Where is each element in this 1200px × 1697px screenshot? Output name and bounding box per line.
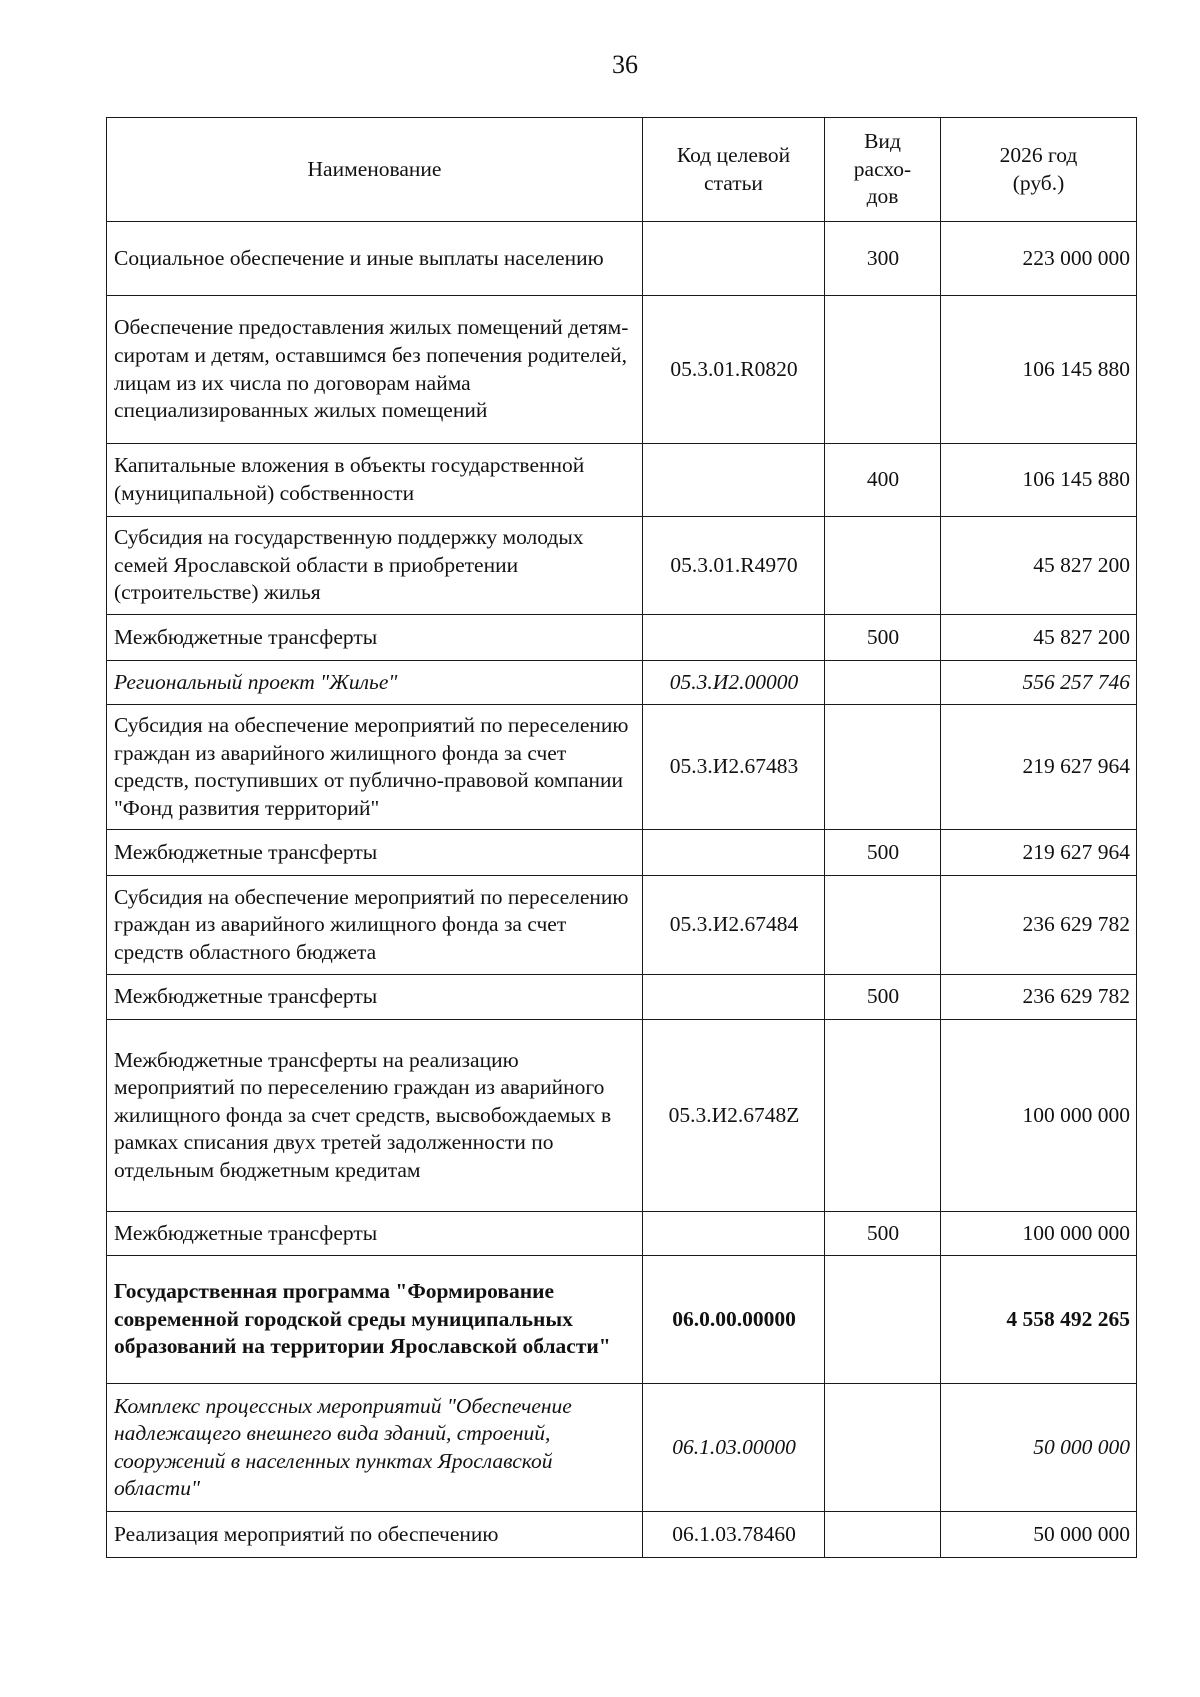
table-row xyxy=(107,296,1137,444)
row-amount-cell: 219 627 964 xyxy=(941,705,1137,830)
table-row xyxy=(107,444,1137,517)
row-amount-cell: 106 145 880 xyxy=(941,296,1137,444)
table-row xyxy=(107,830,1137,876)
row-name-cell: Межбюджетные трансферты xyxy=(107,1212,643,1256)
table-row xyxy=(107,876,1137,975)
header-type: Вид расхо- дов xyxy=(825,118,941,222)
table-row xyxy=(107,1384,1137,1512)
table-body xyxy=(107,222,1137,1558)
row-expense-type-cell xyxy=(825,1020,941,1212)
row-expense-type-cell xyxy=(825,1512,941,1558)
row-code-cell xyxy=(643,975,825,1020)
table-row xyxy=(107,975,1137,1020)
row-expense-type-cell xyxy=(825,876,941,975)
row-expense-type-cell xyxy=(825,517,941,615)
page-number: 36 xyxy=(612,50,638,79)
row-name-cell: Межбюджетные трансферты на реализацию мероприятий по переселению граждан из аварийного жилищного фонда за счет средств, высвобождаемых в рамках списания двух третей задолженности по отдельным бюджетным кредитам xyxy=(107,1020,643,1212)
row-name-cell: Региональный проект "Жилье" xyxy=(107,661,643,705)
row-name-cell: Межбюджетные трансферты xyxy=(107,975,643,1020)
table-row xyxy=(107,222,1137,296)
row-code-cell: 06.0.00.00000 xyxy=(643,1256,825,1384)
row-expense-type-cell: 500 xyxy=(825,1212,941,1256)
row-expense-type-cell xyxy=(825,661,941,705)
row-code-cell: 05.3.01.R4970 xyxy=(643,517,825,615)
table-row xyxy=(107,615,1137,661)
row-name-cell: Капитальные вложения в объекты государственной (муниципальной) собственности xyxy=(107,444,643,517)
header-code: Код целевой статьи xyxy=(643,118,825,222)
row-amount-cell: 106 145 880 xyxy=(941,444,1137,517)
row-name-cell: Межбюджетные трансферты xyxy=(107,615,643,661)
row-code-cell: 06.1.03.00000 xyxy=(643,1384,825,1512)
row-expense-type-cell xyxy=(825,296,941,444)
row-expense-type-cell: 500 xyxy=(825,615,941,661)
row-name-cell: Реализация мероприятий по обеспечению xyxy=(107,1512,643,1558)
table-row xyxy=(107,1512,1137,1558)
table-row xyxy=(107,1256,1137,1384)
row-name-cell: Комплекс процессных мероприятий "Обеспечение надлежащего внешнего вида зданий, строений, сооружений в населенных пунктах Ярославской области" xyxy=(107,1384,643,1512)
row-amount-cell: 236 629 782 xyxy=(941,975,1137,1020)
row-code-cell xyxy=(643,830,825,876)
row-code-cell xyxy=(643,222,825,296)
row-code-cell xyxy=(643,1212,825,1256)
row-code-cell: 05.3.01.R0820 xyxy=(643,296,825,444)
row-expense-type-cell xyxy=(825,1256,941,1384)
table-row xyxy=(107,705,1137,830)
row-amount-cell: 556 257 746 xyxy=(941,661,1137,705)
row-expense-type-cell: 500 xyxy=(825,830,941,876)
row-amount-cell: 50 000 000 xyxy=(941,1512,1137,1558)
row-amount-cell: 236 629 782 xyxy=(941,876,1137,975)
table-header-row xyxy=(107,118,1137,222)
row-amount-cell: 4 558 492 265 xyxy=(941,1256,1137,1384)
table-row xyxy=(107,661,1137,705)
row-amount-cell: 45 827 200 xyxy=(941,517,1137,615)
row-expense-type-cell: 500 xyxy=(825,975,941,1020)
row-amount-cell: 223 000 000 xyxy=(941,222,1137,296)
table-row xyxy=(107,517,1137,615)
row-name-cell: Субсидия на государственную поддержку молодых семей Ярославской области в приобретении (строительстве) жилья xyxy=(107,517,643,615)
row-expense-type-cell: 300 xyxy=(825,222,941,296)
budget-table xyxy=(106,117,1137,1558)
table-row xyxy=(107,1020,1137,1212)
row-expense-type-cell xyxy=(825,1384,941,1512)
row-code-cell xyxy=(643,615,825,661)
header-amount: 2026 год (руб.) xyxy=(941,118,1137,222)
row-amount-cell: 100 000 000 xyxy=(941,1212,1137,1256)
row-amount-cell: 219 627 964 xyxy=(941,830,1137,876)
row-amount-cell: 45 827 200 xyxy=(941,615,1137,661)
header-name: Наименование xyxy=(107,118,643,222)
row-amount-cell: 50 000 000 xyxy=(941,1384,1137,1512)
row-expense-type-cell xyxy=(825,705,941,830)
row-name-cell: Межбюджетные трансферты xyxy=(107,830,643,876)
row-name-cell: Обеспечение предоставления жилых помещений детям-сиротам и детям, оставшимся без попечения родителей, лицам из их числа по договорам найма специализированных жилых помещений xyxy=(107,296,643,444)
row-amount-cell: 100 000 000 xyxy=(941,1020,1137,1212)
row-name-cell: Государственная программа "Формирование современной городской среды муниципальных образований на территории Ярославской области" xyxy=(107,1256,643,1384)
row-code-cell: 06.1.03.78460 xyxy=(643,1512,825,1558)
row-expense-type-cell: 400 xyxy=(825,444,941,517)
row-name-cell: Субсидия на обеспечение мероприятий по переселению граждан из аварийного жилищного фонда за счет средств областного бюджета xyxy=(107,876,643,975)
table-row xyxy=(107,1212,1137,1256)
row-code-cell: 05.3.И2.00000 xyxy=(643,661,825,705)
row-name-cell: Социальное обеспечение и иные выплаты населению xyxy=(107,222,643,296)
row-name-cell: Субсидия на обеспечение мероприятий по переселению граждан из аварийного жилищного фонда за счет средств, поступивших от публично-правовой компании "Фонд развития территорий" xyxy=(107,705,643,830)
row-code-cell: 05.3.И2.6748Z xyxy=(643,1020,825,1212)
row-code-cell: 05.3.И2.67484 xyxy=(643,876,825,975)
row-code-cell: 05.3.И2.67483 xyxy=(643,705,825,830)
row-code-cell xyxy=(643,444,825,517)
